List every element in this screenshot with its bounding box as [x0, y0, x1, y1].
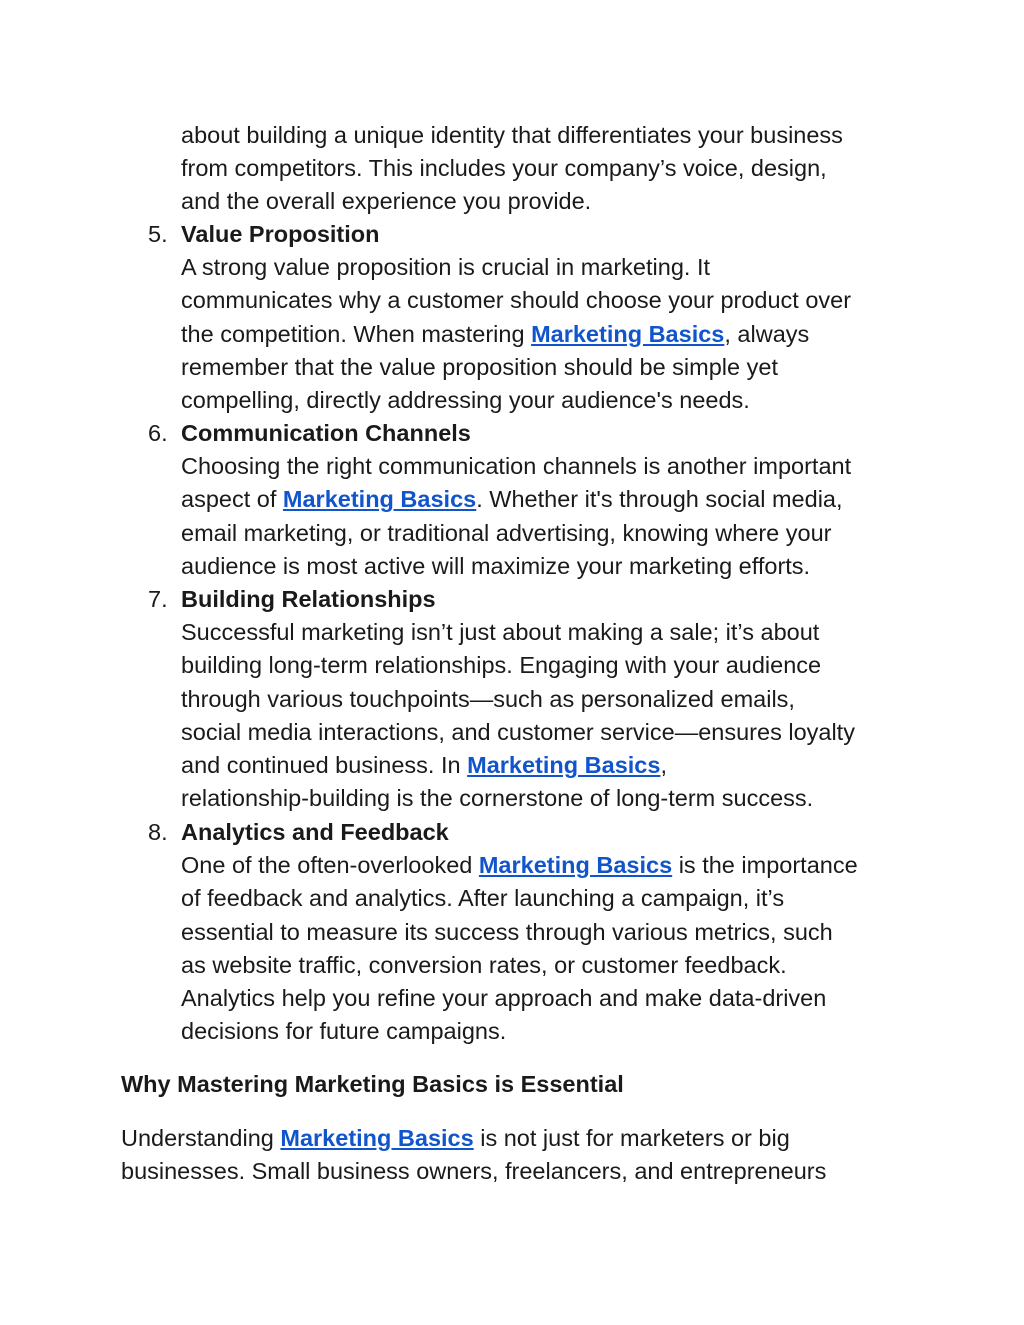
intro-line: and the overall experience you provide. [181, 188, 592, 215]
item-text-line: building long-term relationships. Engaging with your audience [181, 652, 822, 679]
list-item-communication-channels [148, 417, 921, 583]
section-heading: Why Mastering Marketing Basics is Essential [121, 1071, 624, 1097]
item-text-line: as website traffic, conversion rates, or customer feedback. [181, 951, 787, 978]
item-text-line: One of the often-overlooked Marketing Basics is the importance [181, 852, 858, 879]
intro-line: from competitors. This includes your company’s voice, design, [181, 155, 827, 182]
list-number: 7. [148, 586, 168, 612]
list-item-title: Value Proposition [181, 221, 380, 247]
marketing-basics-link[interactable]: Marketing Basics [282, 486, 477, 513]
item-text-line: through various touchpoints—such as personalized emails, [181, 685, 795, 712]
item-text-line: remember that the value proposition should be simple yet [181, 353, 778, 380]
item-text-line: of feedback and analytics. After launching a campaign, it’s [181, 885, 785, 912]
list-item-title: Analytics and Feedback [181, 819, 449, 845]
item-text-line: audience is most active will maximize your marketing efforts. [181, 552, 811, 579]
intro-line: about building a unique identity that differentiates your business [181, 122, 843, 148]
marketing-basics-link[interactable]: Marketing Basics [280, 1125, 474, 1151]
item-text-line: A strong value proposition is crucial in marketing. It [181, 254, 711, 281]
item-text-line: compelling, directly addressing your audience's needs. [181, 387, 750, 414]
list-item-title: Building Relationships [181, 586, 436, 612]
section-paragraph [121, 1122, 921, 1188]
list-item-building-relationships [148, 583, 921, 815]
list-item-analytics-feedback [148, 816, 921, 1048]
paragraph-line: businesses. Small business owners, freelancers, and entrepreneurs [121, 1158, 827, 1185]
item-text-line: aspect of Marketing Basics. Whether it's through social media, [181, 486, 843, 513]
paragraph-line: Understanding Marketing Basics is not just for marketers or big [121, 1125, 790, 1151]
item-text-line: decisions for future campaigns. [181, 1018, 507, 1045]
item-text-line: social media interactions, and customer service—ensures loyalty [181, 718, 855, 745]
item-text-line: the competition. When mastering Marketing Basics, always [181, 320, 810, 347]
intro-paragraph [181, 119, 921, 219]
list-number: 6. [148, 420, 168, 446]
item-text-line: and continued business. In Marketing Basics, [181, 752, 667, 779]
item-text-line: communicates why a customer should choose your product over [181, 287, 852, 314]
list-number: 8. [148, 819, 168, 845]
item-text-line: email marketing, or traditional advertising, knowing where your [181, 519, 832, 546]
marketing-basics-link[interactable]: Marketing Basics [467, 752, 661, 779]
item-text-line: Successful marketing isn’t just about making a sale; it’s about [181, 619, 820, 646]
item-text-line: Choosing the right communication channels is another important [181, 453, 852, 480]
item-text-line: essential to measure its success through various metrics, such [181, 918, 833, 945]
marketing-basics-link[interactable]: Marketing Basics [531, 320, 725, 347]
marketing-basics-link[interactable]: Marketing Basics [478, 852, 673, 879]
item-text-line: Analytics help you refine your approach and make data-driven [181, 985, 827, 1012]
list-item-value-proposition [148, 218, 921, 417]
list-item-title: Communication Channels [181, 420, 471, 446]
list-number: 5. [148, 221, 168, 247]
item-text-line: relationship-building is the cornerstone of long-term success. [181, 785, 814, 812]
